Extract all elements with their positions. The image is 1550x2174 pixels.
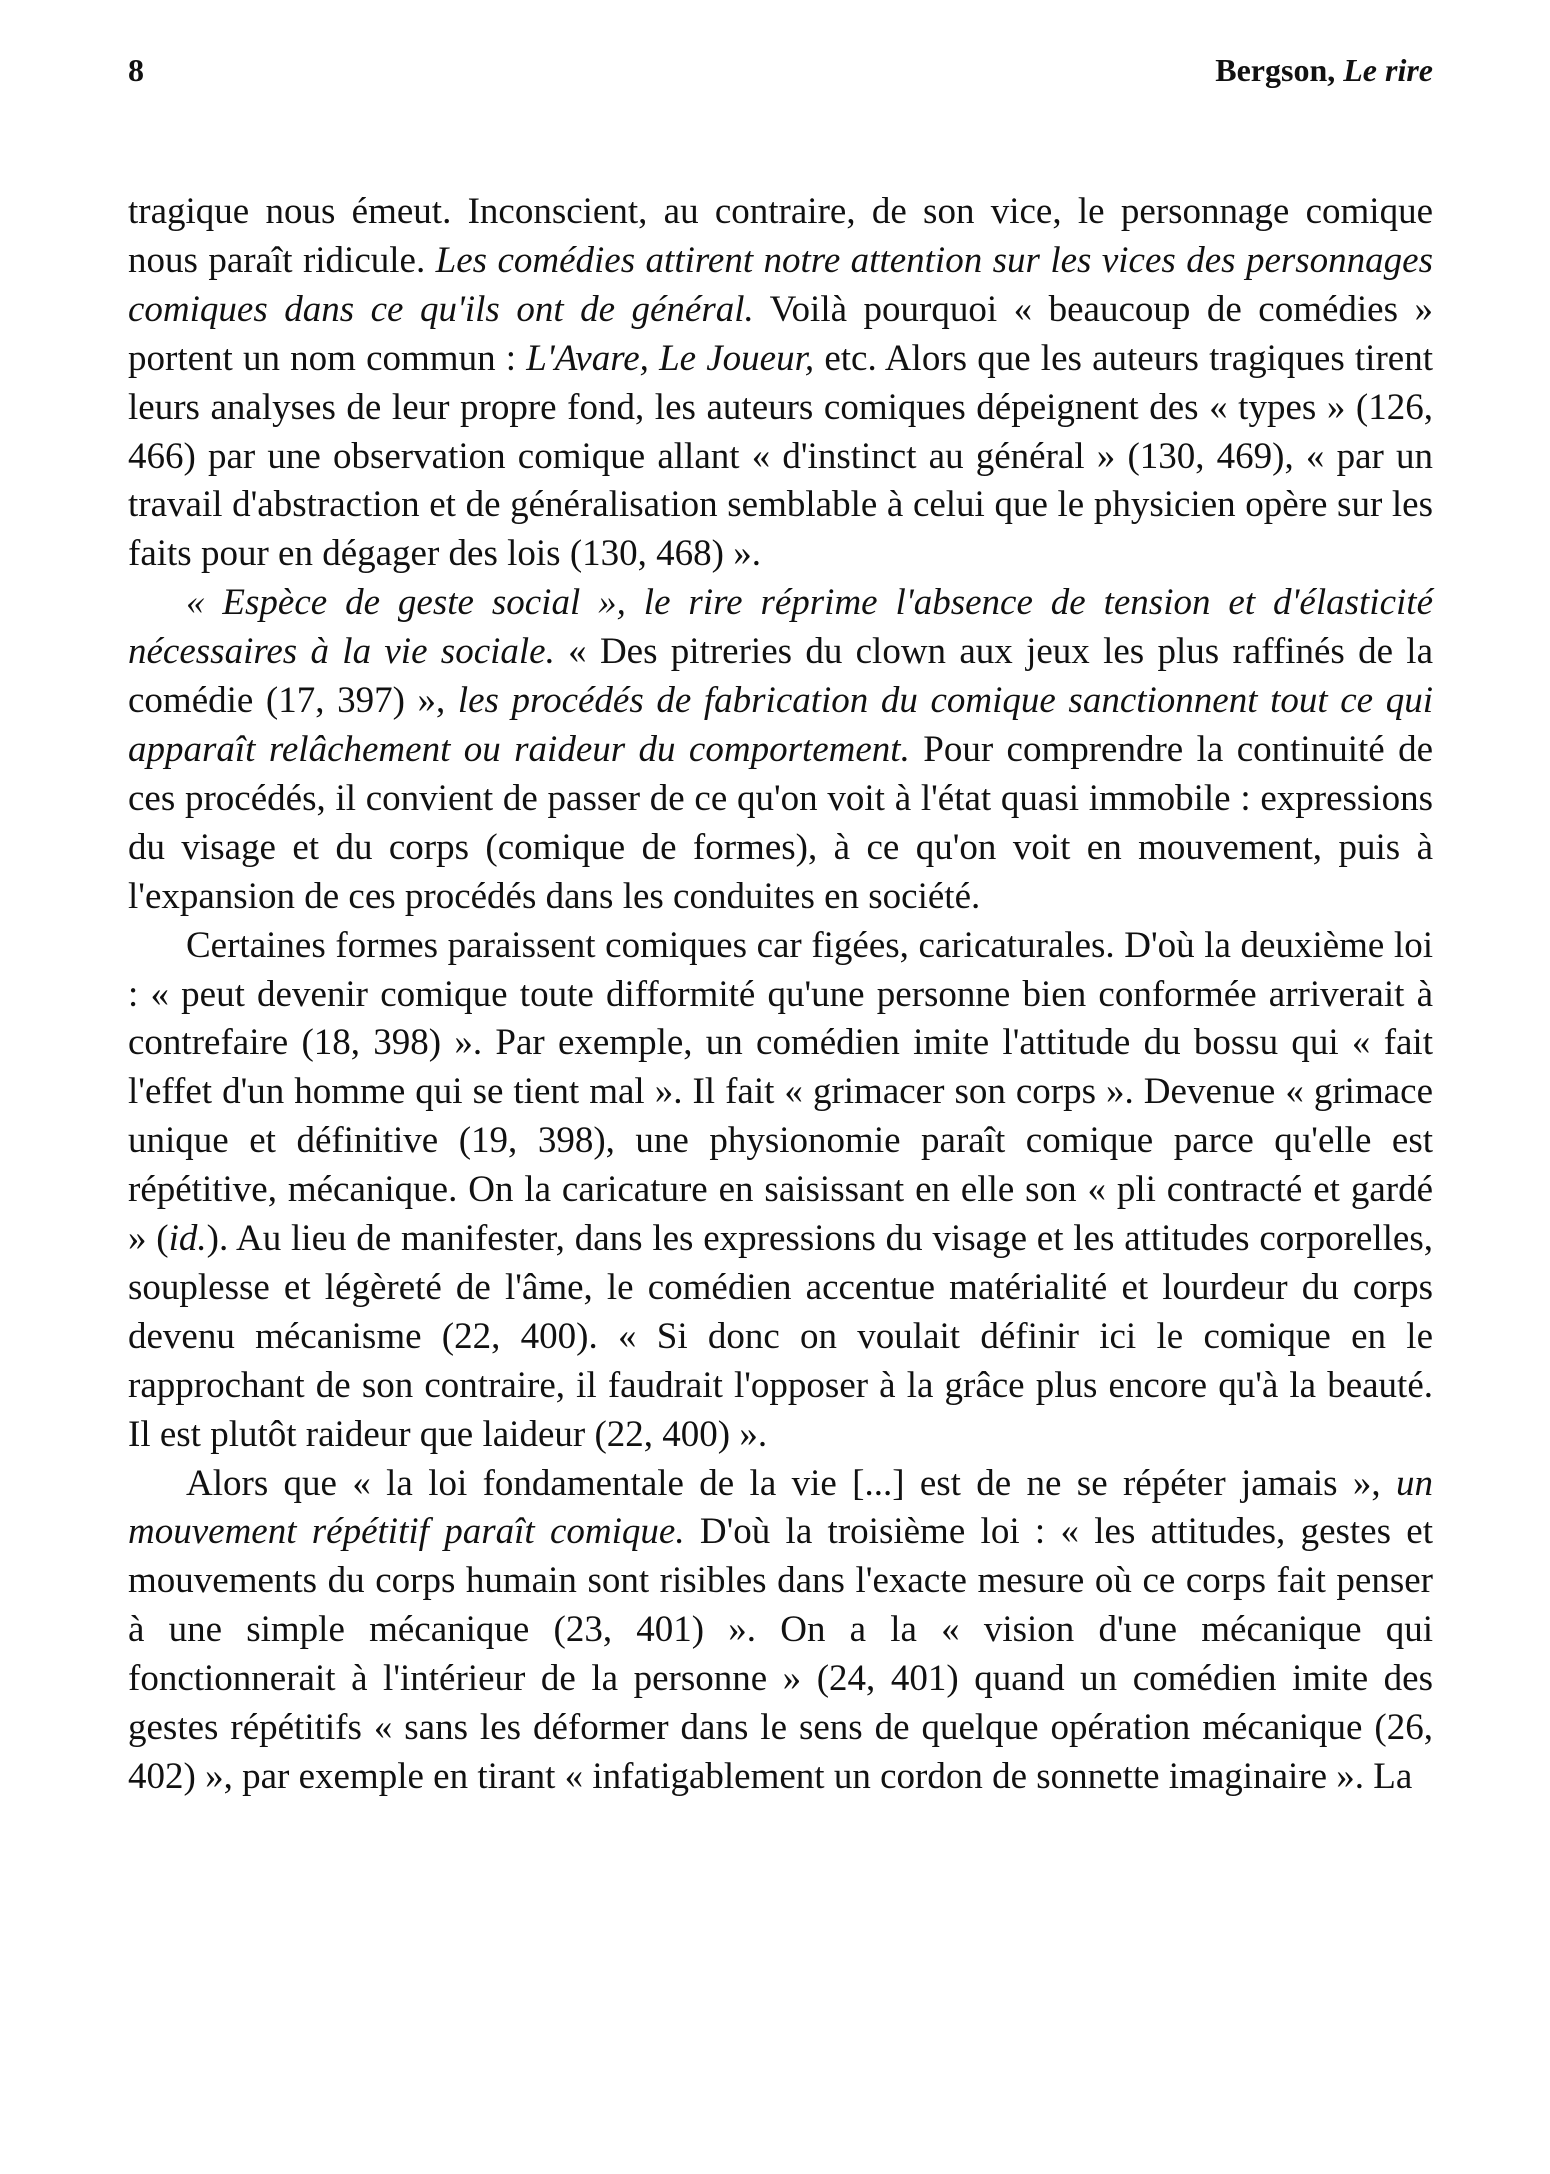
text-run: Voilà pourquoi « beaucoup de comédies » portent un nom commun : — [128, 288, 1433, 379]
running-head-author: Bergson, — [1215, 52, 1344, 88]
body-text — [128, 188, 1433, 1802]
italic-text: un mouvement répétitif paraît comique. — [128, 1462, 1433, 1553]
italic-text: « Espèce de geste social », le rire réprime l'absence de tension et d'élasticité nécessaires à la vie sociale. — [128, 582, 1433, 673]
text-run: Certaines formes paraissent comiques car figées, caricaturales. D'où la deuxième loi : « peut devenir comique toute difformité qu'une personne bien conformée arriverait à contrefaire (18, 398) ». Par exemple, un comédien imite l'attitude du bossu qui « fait l'effet d'un homme qui se tient mal ». Il fait « grimacer son corps ». Devenue « grimace unique et définitive (19, 398), une physionomie paraît comique parce qu'elle est répétitive, mécanique. On la caricature en saisissant en elle son « pli contracté et gardé » ( — [128, 924, 1433, 1260]
paragraph — [128, 922, 1433, 1460]
page-number: 8 — [128, 52, 144, 88]
page-header — [128, 52, 1433, 112]
italic-text: les procédés de fabrication du comique sanctionnent tout ce qui apparaît relâchement ou raideur du comportement. — [128, 680, 1433, 770]
paragraph — [128, 188, 1433, 579]
running-head-title: Le rire — [1343, 52, 1433, 88]
text-run: ). Au lieu de manifester, dans les expressions du visage et les attitudes corporelles, souplesse et légèreté de l'âme, le comédien accentue matérialité et lourdeur du corps devenu mécanisme (22, 400). « Si donc on voulait définir ici le comique en le rapprochant de son contraire, il faudrait l'opposer à la grâce plus encore qu'à la beauté. Il est plutôt raideur que laideur (22, 400) ». — [128, 1218, 1433, 1455]
running-head — [1215, 52, 1433, 89]
text-run: tragique nous émeut. Inconscient, au contraire, de son vice, le personnage comique nous paraît ridicule. — [128, 191, 1433, 281]
italic-text: L'Avare, Le Joueur, — [526, 337, 815, 379]
italic-text: Les comédies attirent notre attention sur les vices des personnages comiques dans ce qu'ils ont de général. — [128, 239, 1433, 330]
text-run: etc. Alors que les auteurs tragiques tirent leurs analyses de leur propre fond, les auteurs comiques dépeignent des « types » (126, 466) par une observation comique allant « d'instinct au général » (130, 469), « par un travail d'abstraction et de généralisation semblable à celui que le physicien opère sur les faits pour en dégager des lois (130, 468) ». — [128, 337, 1433, 575]
italic-text: id. — [168, 1218, 207, 1260]
text-run: Pour comprendre la continuité de ces procédés, il convient de passer de ce qu'on voit à l'état quasi immobile : expressions du visage et du corps (comique de formes), à ce qu'on voit en mouvement, puis à l'expansion de ces procédés dans les conduites en société. — [128, 728, 1433, 917]
paragraph — [128, 1460, 1433, 1802]
text-run: Alors que « la loi fondamentale de la vie [...] est de ne se répéter jamais », — [186, 1462, 1396, 1504]
text-run: « Des pitreries du clown aux jeux les plus raffinés de la comédie (17, 397) », — [128, 631, 1433, 722]
text-run: D'où la troisième loi : « les attitudes, gestes et mouvements du corps humain sont risibles dans l'exacte mesure où ce corps fait penser à une simple mécanique (23, 401) ». On a la « vision d'une mécanique qui fonctionnerait à l'intérieur de la personne » (24, 401) quand un comédien imite des gestes répétitifs « sans les déformer dans le sens de quelque opération mécanique (26, 402) », par exemple en tirant « infatigablement un cordon de sonnette imaginaire ». La — [128, 1511, 1433, 1797]
paragraph — [128, 579, 1433, 921]
